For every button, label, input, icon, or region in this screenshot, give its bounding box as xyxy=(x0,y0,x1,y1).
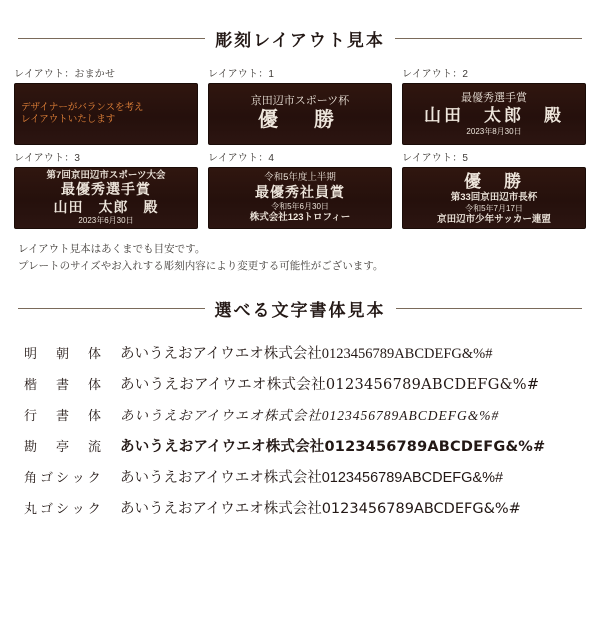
layout-sample-cell xyxy=(208,65,392,145)
layout-sample-label: レイアウト：4 xyxy=(208,153,275,164)
rule-right xyxy=(395,38,582,39)
plate-line: 最優秀選手賞 xyxy=(461,91,527,104)
font-name-mincho: 明 朝 体 xyxy=(24,345,105,361)
plate-line: 第7回京田辺市スポーツ大会 xyxy=(46,169,166,181)
layout-sample-label: レイアウト：5 xyxy=(402,153,469,164)
font-sample-row xyxy=(24,399,576,430)
layout-sample-cell xyxy=(402,149,586,229)
plate-line: 優 勝 xyxy=(258,109,342,132)
font-section-header xyxy=(14,296,586,321)
plate-line: 株式会社123トロフィー xyxy=(249,211,351,223)
plate-line: 2023年6月30日 xyxy=(78,216,134,226)
plate-line: 令和5年度上半期 xyxy=(264,172,336,184)
layout-note-line-2: プレートのサイズやお入れする彫刻内容により変更する可能性がございます。 xyxy=(18,260,384,273)
engraving-plate xyxy=(14,167,198,229)
plate-line: 京田辺市少年サッカー連盟 xyxy=(437,213,551,225)
layout-sample-cell xyxy=(402,65,586,145)
plate-line: 京田辺市スポーツ杯 xyxy=(250,94,350,107)
engraving-plate xyxy=(402,83,586,145)
plate-line: 山田 太郎 殿 xyxy=(424,106,564,126)
layout-sample-label: レイアウト：3 xyxy=(14,153,81,164)
font-sample-row xyxy=(24,430,576,461)
plate-line: 最優秀選手賞 xyxy=(61,181,151,198)
font-sample-row xyxy=(24,337,576,368)
font-sample-text-marugothic: あいうえおアイウエオ株式会社0123456789ABCDEFG&%# xyxy=(120,500,521,517)
font-sample-row xyxy=(24,461,576,492)
plate-line: レイアウトいたします xyxy=(21,114,116,125)
font-sample-text-gyosho: あいうえおアイウエオ株式会社0123456789ABCDEFG&%# xyxy=(120,408,500,424)
layout-sample-cell xyxy=(14,65,198,145)
layout-sample-cell xyxy=(14,149,198,229)
rule-left xyxy=(18,308,205,309)
layout-sample-cell xyxy=(208,149,392,229)
plate-line: 令和5年7月17日 xyxy=(465,203,523,213)
font-name-gyosho: 行 書 体 xyxy=(24,407,105,423)
plate-line: 令和5年6月30日 xyxy=(271,201,329,211)
plate-line: 山田 太郎 殿 xyxy=(53,198,159,215)
font-name-kanteiryu: 勘 亭 流 xyxy=(24,438,105,454)
layout-sample-grid xyxy=(14,65,586,229)
plate-line: 第33回京田辺市長杯 xyxy=(450,191,538,203)
plate-line: デザイナーがバランスを考え xyxy=(21,102,144,114)
engraving-plate xyxy=(14,83,198,145)
page-root xyxy=(0,26,600,626)
layout-sample-label: レイアウト：おまかせ xyxy=(14,69,116,80)
engraving-plate xyxy=(402,167,586,229)
engraving-plate xyxy=(208,167,392,229)
font-sample-list xyxy=(14,337,586,523)
rule-right xyxy=(396,308,583,309)
font-sample-text-kaisho: あいうえおアイウエオ株式会社0123456789ABCDEFG&%# xyxy=(120,376,540,393)
plate-line: 優 勝 xyxy=(464,171,524,191)
layout-sample-label: レイアウト：1 xyxy=(208,69,275,80)
font-sample-row xyxy=(24,368,576,399)
layout-section-header xyxy=(14,26,586,51)
plate-line: 2023年8月30日 xyxy=(466,126,522,136)
font-name-kakugothic: 角ゴシック xyxy=(24,469,104,485)
layout-note-line-1: レイアウト見本はあくまでも目安です。 xyxy=(18,243,206,255)
layout-sample-label: レイアウト：2 xyxy=(402,69,469,80)
font-section xyxy=(14,296,586,523)
layout-note xyxy=(14,241,586,276)
plate-line: 最優秀社員賞 xyxy=(255,184,345,201)
font-sample-text-kakugothic: あいうえおアイウエオ株式会社0123456789ABCDEFG&%# xyxy=(120,469,504,486)
rule-left xyxy=(18,38,205,39)
font-name-kaisho: 楷 書 体 xyxy=(24,376,105,392)
font-sample-text-mincho: あいうえおアイウエオ株式会社0123456789ABCDEFG&%# xyxy=(120,345,493,362)
font-sample-text-kanteiryu: あいうえおアイウエオ株式会社0123456789ABCDEFG&%# xyxy=(120,438,546,455)
font-name-marugothic: 丸ゴシック xyxy=(24,500,104,516)
engraving-plate xyxy=(208,83,392,145)
font-section-title: 選べる文字書体見本 xyxy=(214,300,386,320)
font-sample-row xyxy=(24,492,576,523)
layout-section-title: 彫刻レイアウト見本 xyxy=(215,31,385,50)
